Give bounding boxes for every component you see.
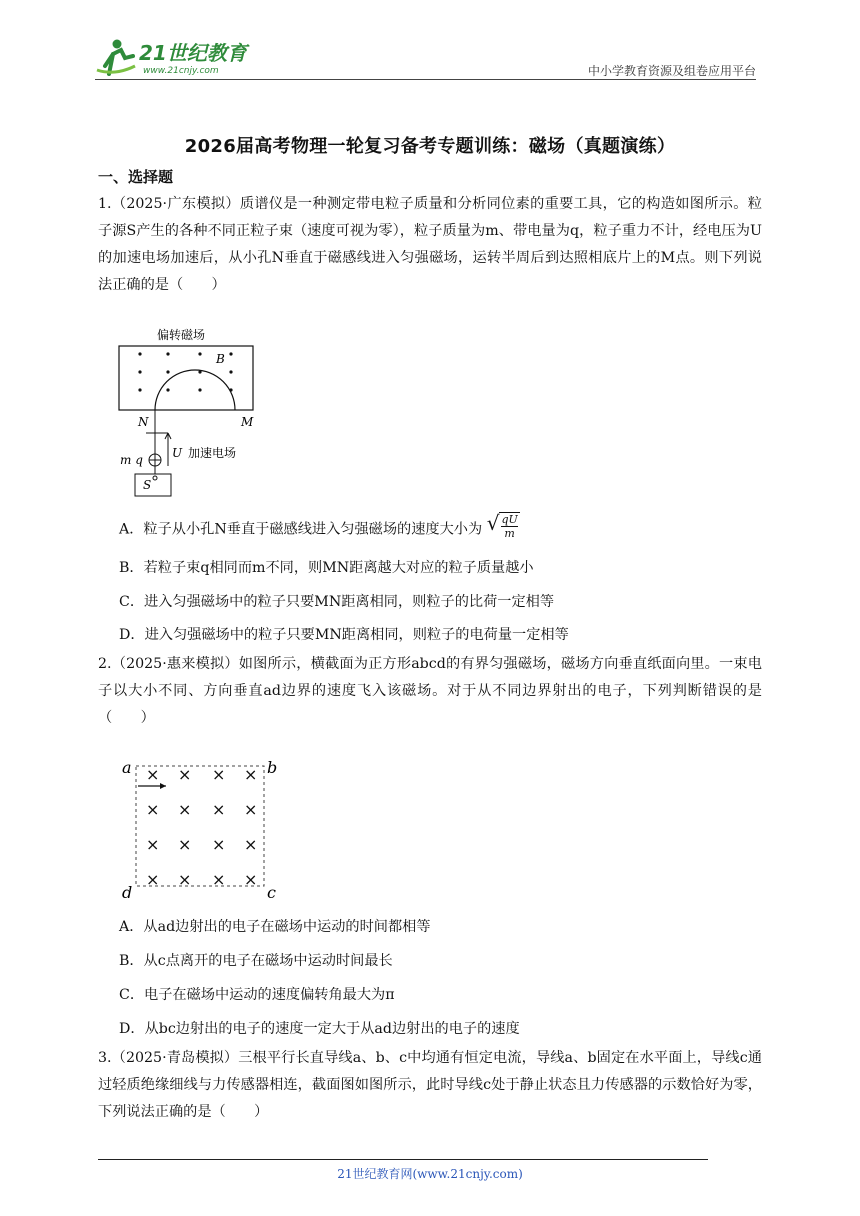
accel-label: 加速电场 bbox=[188, 446, 237, 460]
corner-b: b bbox=[267, 758, 278, 777]
square-field-figure bbox=[118, 756, 282, 902]
svg-text:×: × bbox=[212, 835, 226, 854]
q1-option-a-text: A．粒子从小孔N垂直于磁感线进入匀强磁场的速度大小为 bbox=[119, 521, 483, 538]
footer-link[interactable]: 21世纪教育网(www.21cnjy.com) bbox=[337, 1167, 523, 1181]
svg-text:×: × bbox=[178, 870, 192, 889]
sqrt-expression: √ $\frac{qU}{m}$ bbox=[486, 511, 518, 540]
svg-text:×: × bbox=[244, 870, 258, 889]
logo-url: www.21cnjy.com bbox=[143, 66, 219, 76]
u-label: U bbox=[172, 446, 183, 460]
mq-label: m q bbox=[120, 453, 143, 467]
header-divider bbox=[95, 79, 756, 80]
svg-text:×: × bbox=[212, 765, 226, 784]
corner-a: a bbox=[122, 758, 132, 777]
svg-text:×: × bbox=[212, 870, 226, 889]
q2-option-b: B．从c点离开的电子在磁场中运动时间最长 bbox=[119, 953, 393, 969]
question-2-stem: 2.（2025·惠来模拟）如图所示，横截面为正方形abcd的有界匀强磁场，磁场方向垂直纸面向里。一束电子以大小不同、方向垂直ad边界的速度飞入该磁场。对于从不同边界射出的电子，下列判断错误的是（ ） bbox=[98, 656, 762, 726]
svg-text:×: × bbox=[178, 835, 192, 854]
s-label: S bbox=[143, 478, 152, 492]
section-heading: 一、选择题 bbox=[98, 168, 174, 186]
mass-spectrometer-figure bbox=[110, 326, 270, 500]
magnetic-crosses bbox=[146, 765, 257, 889]
q1-option-b: B．若粒子束q相同而m不同，则MN距离越大对应的粒子质量越小 bbox=[119, 560, 534, 576]
svg-text:×: × bbox=[146, 870, 160, 889]
field-label: 偏转磁场 bbox=[157, 328, 206, 342]
question-3-stem: 3.（2025·青岛模拟）三根平行长直导线a、b、c中均通有恒定电流，导线a、b固定在水平面上，导线c通过轻质绝缘细线与力传感器相连，截面图如图所示，此时导线c处于静止状态且力传感器的示数恰好为零，下列说法正确的是（ ） bbox=[98, 1050, 762, 1120]
m-label: M bbox=[241, 415, 254, 429]
corner-d: d bbox=[122, 883, 133, 902]
svg-text:×: × bbox=[146, 800, 160, 819]
svg-text:×: × bbox=[178, 765, 192, 784]
svg-text:×: × bbox=[146, 765, 160, 784]
corner-c: c bbox=[267, 883, 276, 902]
svg-text:×: × bbox=[244, 835, 258, 854]
document-title: 2026届高考物理一轮复习备考专题训练：磁场（真题演练） bbox=[184, 136, 676, 157]
svg-text:×: × bbox=[244, 765, 258, 784]
runner-icon bbox=[97, 40, 135, 75]
b-label: B bbox=[216, 352, 225, 366]
sqrt-denominator: m bbox=[504, 527, 515, 540]
square-boundary bbox=[136, 766, 264, 886]
svg-text:×: × bbox=[244, 800, 258, 819]
q2-option-c: C．电子在磁场中运动的速度偏转角最大为π bbox=[119, 987, 395, 1003]
header-platform-text: 中小学教育资源及组卷应用平台 bbox=[587, 64, 756, 78]
q1-option-d: D．进入匀强磁场中的粒子只要MN距离相同，则粒子的电荷量一定相等 bbox=[119, 627, 569, 643]
sqrt-numerator: qU bbox=[501, 513, 518, 526]
question-1-stem: 1.（2025·广东模拟）质谱仪是一种测定带电粒子质量和分析同位素的重要工具，它的构造如图所示。粒子源S产生的各种不同正粒子束（速度可视为零），粒子质量为m、带电量为q，粒子重力不计，经电压为U的加速电场加速后，从小孔N垂直于磁感线进入匀强磁场，运转半周后到达照相底片上的M点。则下列说法正确的是（ ） bbox=[98, 196, 762, 293]
q2-option-d: D．从bc边射出的电子的速度一定大于从ad边射出的电子的速度 bbox=[119, 1021, 520, 1037]
site-logo bbox=[95, 36, 265, 78]
n-label: N bbox=[138, 415, 149, 429]
svg-text:×: × bbox=[212, 800, 226, 819]
footer-divider bbox=[98, 1159, 708, 1160]
q2-option-a: A．从ad边射出的电子在磁场中运动的时间都相等 bbox=[119, 919, 431, 935]
q1-option-a bbox=[119, 511, 520, 544]
q1-option-c: C．进入匀强磁场中的粒子只要MN距离相同，则粒子的比荷一定相等 bbox=[119, 594, 555, 610]
logo-text: 21世纪教育 bbox=[139, 41, 247, 65]
svg-text:×: × bbox=[178, 800, 192, 819]
svg-text:×: × bbox=[146, 835, 160, 854]
